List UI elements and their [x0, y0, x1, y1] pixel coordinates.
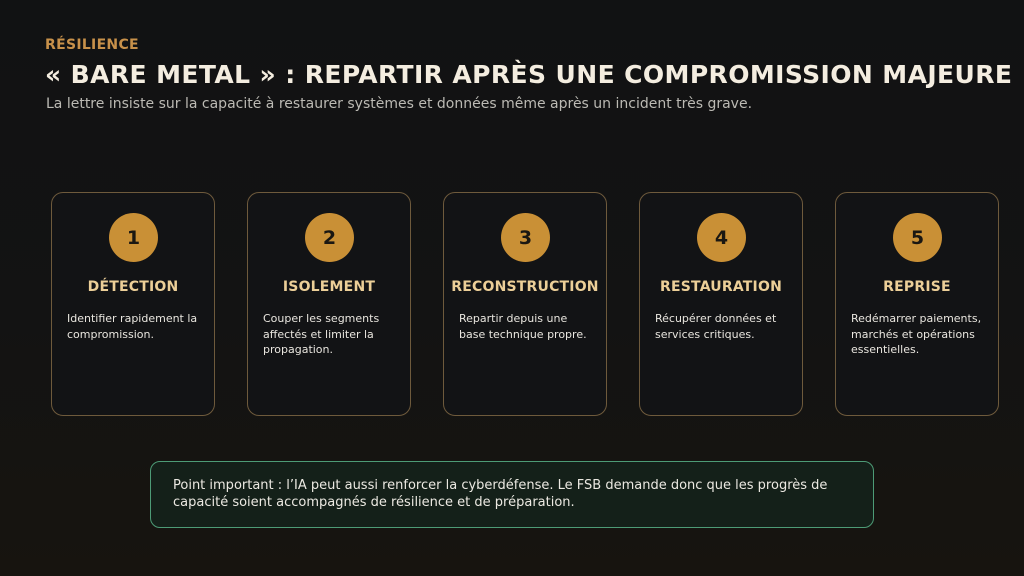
slide-subtitle: La lettre insiste sur la capacité à restaurer systèmes et données même après un incident très grave. — [46, 96, 753, 112]
step-card-reprise — [835, 192, 999, 416]
step-description: Identifier rapidement la compromission. — [67, 312, 198, 341]
section-eyebrow: RÉSILIENCE — [45, 37, 139, 53]
step-description: Couper les segments affectés et limiter la propagation. — [263, 312, 380, 356]
step-number-badge: 5 — [893, 213, 942, 262]
step-description: Récupérer données et services critiques. — [655, 312, 777, 341]
step-title: ISOLEMENT — [282, 279, 376, 295]
step-description: Redémarrer paiements, marchés et opérations essentielles. — [851, 312, 982, 356]
step-title: RESTAURATION — [660, 279, 782, 295]
important-note-callout: Point important : l’IA peut aussi renforcer la cyberdéfense. Le FSB demande donc que les progrès de capacité soient accompagnés de résilience et de préparation. — [150, 461, 874, 528]
step-card-restauration — [639, 192, 803, 416]
step-number-badge: 2 — [305, 213, 354, 262]
step-title: RECONSTRUCTION — [451, 279, 599, 295]
step-number-badge: 3 — [501, 213, 550, 262]
step-description: Repartir depuis une base technique propre. — [459, 312, 587, 341]
steps-row — [51, 192, 999, 416]
step-card-reconstruction — [443, 192, 607, 416]
step-title: DÉTECTION — [87, 279, 179, 295]
step-number-badge: 4 — [697, 213, 746, 262]
slide-title: « BARE METAL » : REPARTIR APRÈS UNE COMPROMISSION MAJEURE — [45, 60, 1013, 89]
step-card-detection — [51, 192, 215, 416]
step-card-isolement — [247, 192, 411, 416]
step-number-badge: 1 — [109, 213, 158, 262]
step-title: REPRISE — [883, 279, 951, 295]
